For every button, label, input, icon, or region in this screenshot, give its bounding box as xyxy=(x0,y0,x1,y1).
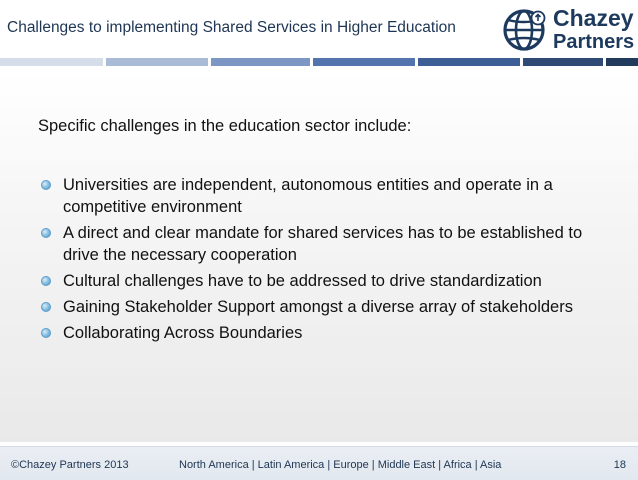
bullet-icon xyxy=(41,228,51,238)
page-number: 18 xyxy=(613,459,626,471)
bullet-icon xyxy=(41,276,51,286)
list-item-text: A direct and clear mandate for shared services has to be established to drive the necessary cooperation xyxy=(63,224,583,264)
bullet-icon xyxy=(41,328,51,338)
list-item xyxy=(38,270,618,292)
bullet-icon xyxy=(41,302,51,312)
chazey-partners-logo xyxy=(500,4,635,56)
regions-text: North America | Latin America | Europe | Middle East | Africa | Asia xyxy=(179,459,502,471)
header-color-bar xyxy=(0,58,638,66)
color-bar-segment xyxy=(0,58,103,66)
color-bar-segment xyxy=(106,58,208,66)
challenge-list xyxy=(38,174,618,348)
list-item-text: Cultural challenges have to be addressed to drive standardization xyxy=(63,272,542,290)
logo-text-chazey: Chazey xyxy=(553,5,634,31)
color-bar-segment xyxy=(523,58,603,66)
list-item-text: Gaining Stakeholder Support amongst a diverse array of stakeholders xyxy=(63,298,573,316)
copyright-text: ©Chazey Partners 2013 xyxy=(11,459,129,471)
list-item xyxy=(38,174,618,218)
logo-text-partners: Partners xyxy=(553,31,635,53)
list-item-text: Collaborating Across Boundaries xyxy=(63,324,303,342)
list-item-text: Universities are independent, autonomous entities and operate in a competitive environment xyxy=(63,176,553,216)
color-bar-segment xyxy=(211,58,310,66)
color-bar-segment xyxy=(418,58,520,66)
list-item xyxy=(38,222,618,266)
intro-text: Specific challenges in the education sector include: xyxy=(38,117,412,135)
list-item xyxy=(38,322,618,344)
slide-title: Challenges to implementing Shared Services in Higher Education xyxy=(7,19,456,36)
color-bar-segment xyxy=(606,58,638,66)
globe-icon xyxy=(500,6,552,58)
bullet-icon xyxy=(41,180,51,190)
color-bar-segment xyxy=(313,58,415,66)
footer-bar xyxy=(0,446,638,480)
list-item xyxy=(38,296,618,318)
